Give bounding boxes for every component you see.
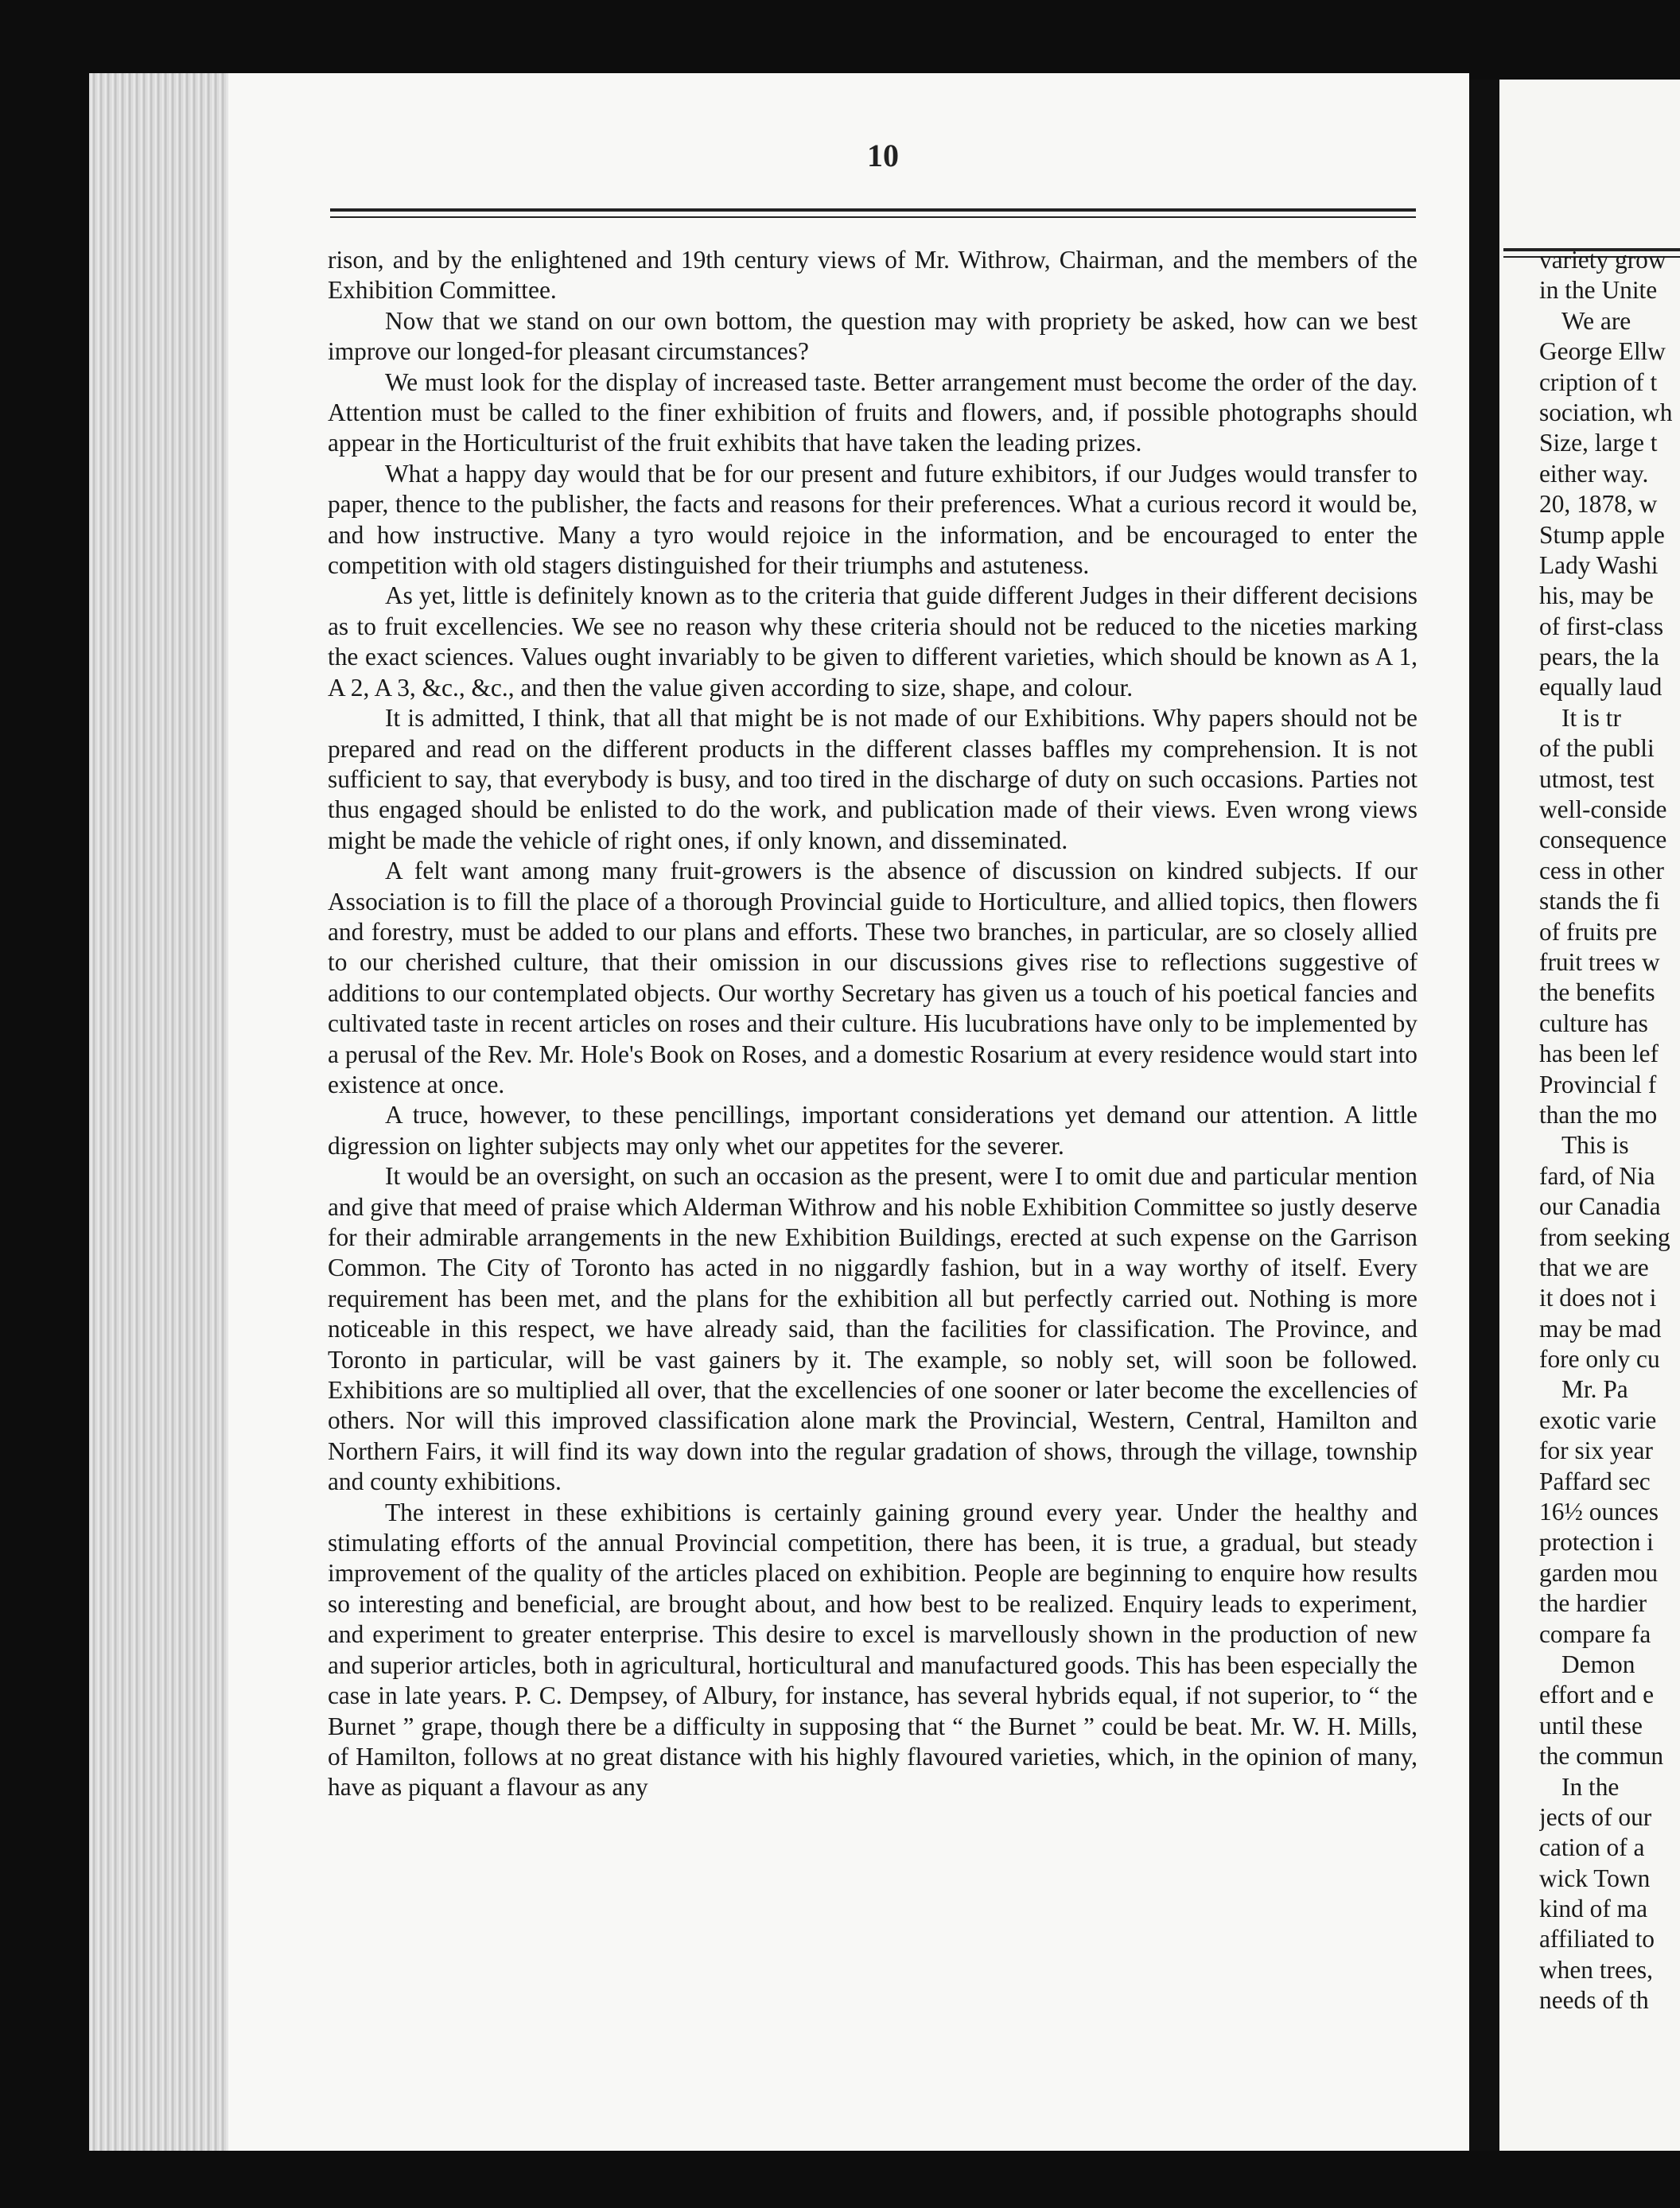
facing-page-line: well-conside <box>1539 795 1667 824</box>
facing-page-text <box>1539 245 1680 2016</box>
facing-page-line: wick Town <box>1539 1864 1651 1892</box>
paragraph: What a happy day would that be for our present and future exhibitors, if our Judges would transfer to paper, thence to the publisher, the facts and reasons for their preferences. What a curious record it would be, and how instructive. Many a tyro would rejoice in the information, and be encouraged to enter the competition with old stagers distinguished for their triumphs and astuteness. <box>328 459 1418 580</box>
facing-page-line: Size, large t <box>1539 429 1658 457</box>
facing-page-line: kind of ma <box>1539 1895 1648 1923</box>
facing-page-line: culture has <box>1539 1009 1648 1037</box>
paragraph: We must look for the display of increased taste. Better arrangement must become the order of the day. Attention must be called to the finer exhibition of fruits and flowers, and, if possible photographs should appear in the Horticulturist of the fruit exhibits that have taken the leading prizes. <box>328 367 1418 457</box>
facing-page-line: our Canadia <box>1539 1192 1661 1221</box>
facing-page-line: This is <box>1561 1131 1629 1160</box>
facing-page-line: of fruits pre <box>1539 917 1658 946</box>
facing-page-line: that we are <box>1539 1253 1649 1281</box>
facing-page-line: cription of t <box>1539 367 1658 396</box>
facing-page-line: stands the fi <box>1539 887 1660 915</box>
facing-page-line: jects of our <box>1539 1802 1652 1831</box>
facing-page-line: garden mou <box>1539 1558 1659 1587</box>
facing-page-line: effort and e <box>1539 1681 1655 1709</box>
paragraph: It would be an oversight, on such an occasion as the present, were I to omit due and particular mention and give that meed of praise which Alderman Withrow and his noble Exhibition Committee so justly deserve for their admirable arrangements in the new Exhibition Buildings, erected at such expense on the Garrison Common. The City of Toronto has acted in no niggardly fashion, but in a way worthy of itself. Every requirement has been met, and the plans for the exhibition all but perfectly carried out. Nothing is more noticeable in this respect, we have already said, than the facilities for classification. The Province, and Toronto in particular, will be vast gainers by it. The example, so nobly set, will soon be followed. Exhibitions are so multiplied all over, that the excellencies of one sooner or later become the excellencies of others. Nor will this improved classification alone mark the Provincial, Western, Central, Hamilton and Northern Fairs, it will find its way down into the regular gradation of shows, through the village, township and county exhibitions. <box>328 1162 1418 1496</box>
facing-page-line: Provincial f <box>1539 1070 1657 1098</box>
facing-page-line: We are <box>1561 306 1631 335</box>
facing-page-line: the benefits <box>1539 978 1655 1007</box>
facing-page-line: his, may be <box>1539 581 1654 610</box>
facing-page-line: Demon <box>1561 1650 1635 1678</box>
facing-page-line: in the Unite <box>1539 276 1658 305</box>
facing-page-line: pears, the la <box>1539 643 1659 671</box>
facing-page-line: George Ellw <box>1539 337 1666 366</box>
facing-page-line: It is tr <box>1561 703 1621 732</box>
book-gutter <box>1469 80 1499 2151</box>
facing-page-line: cess in other <box>1539 856 1664 884</box>
facing-page-line: fore only cu <box>1539 1345 1660 1374</box>
facing-page-line: exotic varie <box>1539 1405 1657 1434</box>
paragraph: As yet, little is definitely known as to the criteria that guide different Judges in their different decisions as to fruit excellencies. We see no reason why these criteria should not be reduced to the niceties marking the exact sciences. Values ought invariably to be given to different varieties, which should be known as A 1, A 2, A 3, &c., &c., and then the value given according to size, shape, and colour. <box>328 581 1418 702</box>
facing-page-line: either way. <box>1539 459 1649 488</box>
facing-page-line: consequence <box>1539 826 1667 854</box>
facing-page-line: for six year <box>1539 1436 1653 1465</box>
paragraph: A felt want among many fruit-growers is the absence of discussion on kindred subjects. If our Association is to fill the place of a thorough Provincial guide to Horticulture, and allied topics, then flowers and forestry, must be added to our plans and efforts. These two branches, in particular, are so closely allied to our cherished culture, that their omission in our discussions gives rise to reflections suggestive of additions to our contemplated objects. Our worthy Secretary has given us a touch of his poetical fancies and cultivated taste in recent articles on roses and their culture. His lucubrations have only to be implemented by a perusal of the Rev. Mr. Hole's Book on Roses, and a domestic Rosarium at every residence would start into existence at once. <box>328 857 1418 1098</box>
page-edge-stack <box>89 73 228 2151</box>
facing-page-line: needs of th <box>1539 1986 1649 2015</box>
header-rule-thin <box>330 216 1416 218</box>
facing-page-line: fruit trees w <box>1539 947 1660 976</box>
facing-page-line: In the <box>1561 1772 1620 1801</box>
facing-page-line: variety grow <box>1539 246 1666 274</box>
facing-page-line: Lady Washi <box>1539 550 1659 579</box>
facing-page-line: compare fa <box>1539 1619 1651 1648</box>
facing-page-line: equally laud <box>1539 673 1662 702</box>
paragraph: The interest in these exhibitions is certainly gaining ground every year. Under the healthy and stimulating efforts of the annual Provincial competition, there has been, it is true, a gradual, but steady improvement of the quality of the articles placed on exhibition. People are beginning to enquire how results so interesting and beneficial, are brought about, and how best to be realized. Enquiry leads to experiment, and experiment to greater enterprise. This desire to excel is marvellously shown in the production of new and superior articles, both in agricultural, horticultural and manufactured goods. This has been especially the case in late years. P. C. Dempsey, of Albury, for instance, has several hybrids equal, if not superior, to “ the Burnet ” grape, though there be a difficulty in supposing that “ the Burnet ” could be beat. Mr. W. H. Mills, of Hamilton, follows at no great distance with his highly flavoured varieties, which, in the opinion of many, have as piquant a flavour as any <box>328 1498 1418 1802</box>
body-text <box>328 245 1418 1803</box>
paragraph: rison, and by the enlightened and 19th century views of Mr. Withrow, Chairman, and the members of the Exhibition Committee. <box>328 246 1418 305</box>
page-number: 10 <box>867 138 899 173</box>
paragraph: Now that we stand on our own bottom, the question may with propriety be asked, how can we best improve our longed-for pleasant circumstances? <box>328 306 1418 366</box>
facing-page-line: 16½ ounces <box>1539 1498 1659 1526</box>
facing-page-line: of first-class <box>1539 612 1664 640</box>
facing-page-line: may be mad <box>1539 1314 1662 1343</box>
header-rule-thick <box>330 208 1416 212</box>
paragraph: A truce, however, to these pencillings, important considerations yet demand our attention. A little digression on lighter subjects may only whet our appetites for the severer. <box>328 1101 1418 1160</box>
facing-page-line: than the mo <box>1539 1100 1658 1129</box>
facing-page-line: sociation, wh <box>1539 398 1673 426</box>
facing-page-line: fard, of Nia <box>1539 1161 1655 1190</box>
facing-page-line: until these <box>1539 1711 1643 1740</box>
facing-page-line: cation of a <box>1539 1833 1645 1862</box>
facing-page-line: it does not i <box>1539 1284 1657 1312</box>
facing-page-line: has been lef <box>1539 1040 1659 1068</box>
facing-page-line: the hardier <box>1539 1589 1647 1618</box>
facing-page-line: 20, 1878, w <box>1539 490 1658 519</box>
paragraph: It is admitted, I think, that all that might be is not made of our Exhibitions. Why papers should not be prepared and read on the different products in the different classes baffles my comprehension. It is not sufficient to say, that everybody is busy, and too tired in the discharge of duty on such occasions. Parties not thus engaged should be enlisted to do the work, and publication made of their views. Even wrong views might be made the vehicle of right ones, if only known, and disseminated. <box>328 704 1418 854</box>
facing-page-line: protection i <box>1539 1528 1654 1557</box>
facing-page-line: Stump apple <box>1539 520 1665 549</box>
facing-page-line: Paffard sec <box>1539 1467 1651 1495</box>
facing-page-line: utmost, test <box>1539 764 1655 793</box>
facing-page-line: of the publi <box>1539 734 1655 763</box>
facing-page-line: from seeking <box>1539 1223 1670 1251</box>
facing-page-line: Mr. Pa <box>1561 1375 1628 1404</box>
facing-page-line: affiliated to <box>1539 1925 1655 1953</box>
facing-page-line: the commun <box>1539 1742 1664 1771</box>
facing-page-line: when trees, <box>1539 1955 1653 1984</box>
